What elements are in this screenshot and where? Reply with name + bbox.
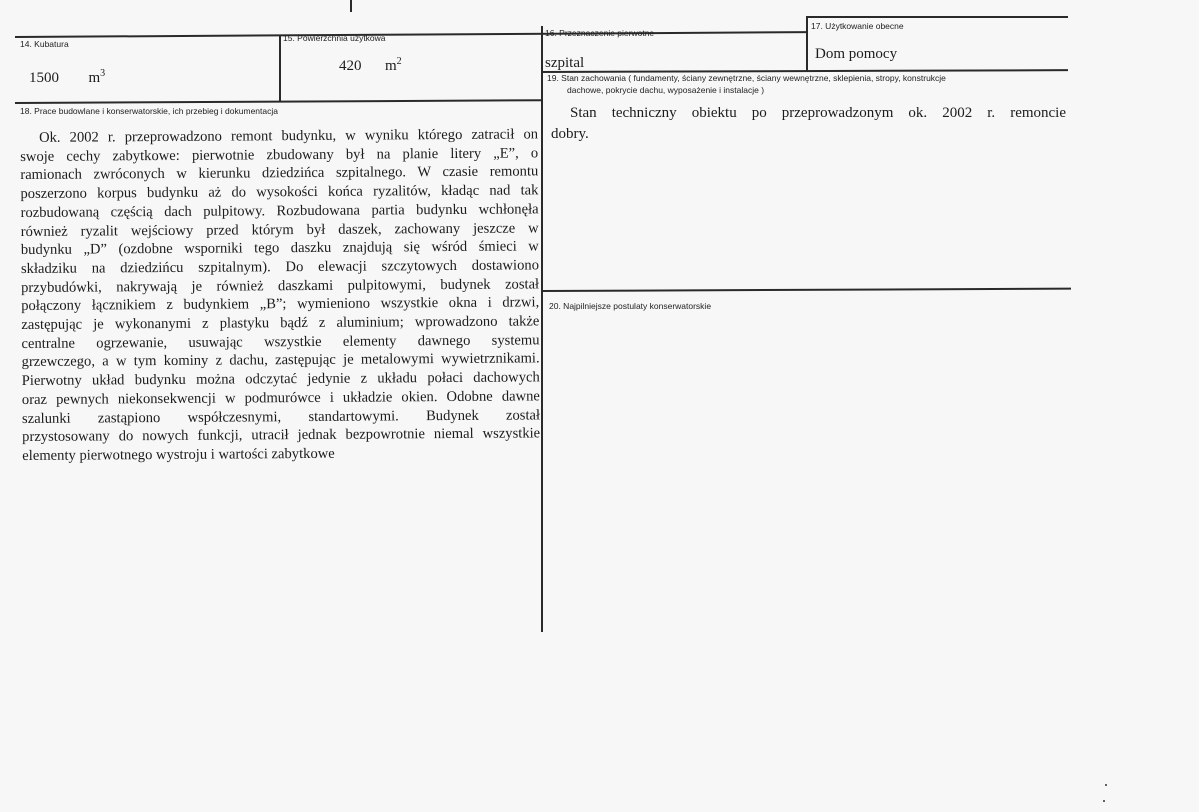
text-line: połączony łącznikiem z budynkiem „B”; wymieniono wszystkie okna i drzwi,: [21, 294, 540, 315]
text-line: przybudówki, nakrywają je również daszkami pulpitowymi, budynek został: [21, 276, 540, 296]
text-line: składziku na dziedzińcu szpitalnym). Do elewacji szczytowych dostawiono: [20, 257, 540, 277]
divider-19-20: [541, 288, 1071, 292]
field-17-value: Dom pomocy: [815, 46, 898, 62]
text-line: zastępując je wykonanymi z plastyku bądź z aluminium; wprowadzono także: [21, 313, 540, 334]
top-border-line: [15, 31, 807, 37]
text-line: grzewczego, a w tym kominy z dachu, zastępując je metalowymi wywietrznikami.: [21, 350, 540, 371]
divider-under-14-15: [15, 99, 542, 103]
field-15-unit: m: [385, 58, 397, 74]
text-line: przystosowany do nowych funkcji, utracił jednak bezpowrotnie niemal wszystkie: [22, 425, 541, 446]
field-15-value-group: [339, 56, 402, 75]
field-15-label: 15. Powierzchnia użytkowa: [283, 33, 386, 43]
field-14-value-group: [29, 68, 105, 87]
field-19-label-line2: dachowe, pokrycie dachu, wyposażenie i instalacje ): [567, 85, 765, 95]
top-tick-line: [350, 0, 352, 12]
field-14-value: 1500: [29, 70, 59, 86]
text-line: elementy pierwotnego wystroju i wartości zabytkowe: [22, 445, 335, 464]
text-line: Stan techniczny obiektu po przeprowadzonym ok. 2002 r. remoncie: [570, 105, 1066, 121]
field-19-text: [551, 103, 1066, 145]
field-18-label: 18. Prace budowlane i konserwatorskie, ich przebieg i dokumentacja: [20, 106, 278, 116]
text-line: budynku „D” (ozdobne wsporniki tego daszku znajdują się wśród śmieci w: [20, 238, 539, 259]
text-line: również ryzalit wejściowy przed którym był daszek, zachowany jeszcze w: [20, 219, 539, 240]
field-14-label: 14. Kubatura: [20, 39, 69, 49]
text-line: szalunki zastąpiono współczesnymi, standartowymi. Budynek został: [21, 406, 541, 427]
divider-14-15: [279, 36, 281, 102]
text-line: oraz pewnych niekonsekwencji w podmurówce i układzie okien. Odobne dawne: [21, 388, 540, 408]
main-column-divider: [541, 26, 543, 632]
field-20-label: 20. Najpilniejsze postulaty konserwatorskie: [549, 301, 712, 311]
field-19-label-line1: 19. Stan zachowania ( fundamenty, ściany zewnętrzne, ściany wewnętrzne, sklepienia, stropy, konstrukcje: [547, 73, 946, 83]
field-14-unit: m: [88, 70, 101, 86]
field-16-label: 16. Przeznaczenie pierwotne: [545, 28, 655, 38]
field-17-label: 17. Użytkowanie obecne: [811, 21, 904, 31]
text-line: centralne ogrzewanie, usuwając wszystkie elementy dawnego systemu: [21, 332, 540, 352]
text-line: poszerzono korpus budynku aż do wysokości końca ryzalitów, kładąc nad tak: [20, 182, 539, 203]
scan-dot: [1105, 784, 1107, 786]
divider-under-16-17: [541, 69, 1068, 72]
text-line: dobry.: [551, 126, 589, 142]
top-border-line-right: [806, 16, 1068, 18]
field-18-text: [20, 125, 540, 465]
scan-dot: [1103, 800, 1105, 802]
field-14-exponent: 3: [100, 68, 106, 79]
field-15-exponent: 2: [396, 56, 402, 67]
text-line: ramionach zwróconych w kierunku dziedzińca szpitalnego. W czasie remontu: [20, 163, 539, 184]
field-15-value: 420: [339, 58, 362, 74]
text-line: Pierwotny układ budynku można odczytać jedynie z układu połaci dachowych: [21, 369, 540, 390]
text-line: Ok. 2002 r. przeprowadzono remont budynku, w wyniku którego zatracił on: [39, 126, 539, 146]
text-line: swoje cechy zabytkowe: pierwotnie zbudowany był na planie litery „E”, o: [20, 145, 539, 165]
text-line: rozbudowaną częścią dach pulpitowy. Rozbudowana partia budynku wchłonęła: [20, 201, 539, 221]
divider-16-17: [806, 16, 808, 72]
field-16-value: szpital: [545, 55, 585, 71]
